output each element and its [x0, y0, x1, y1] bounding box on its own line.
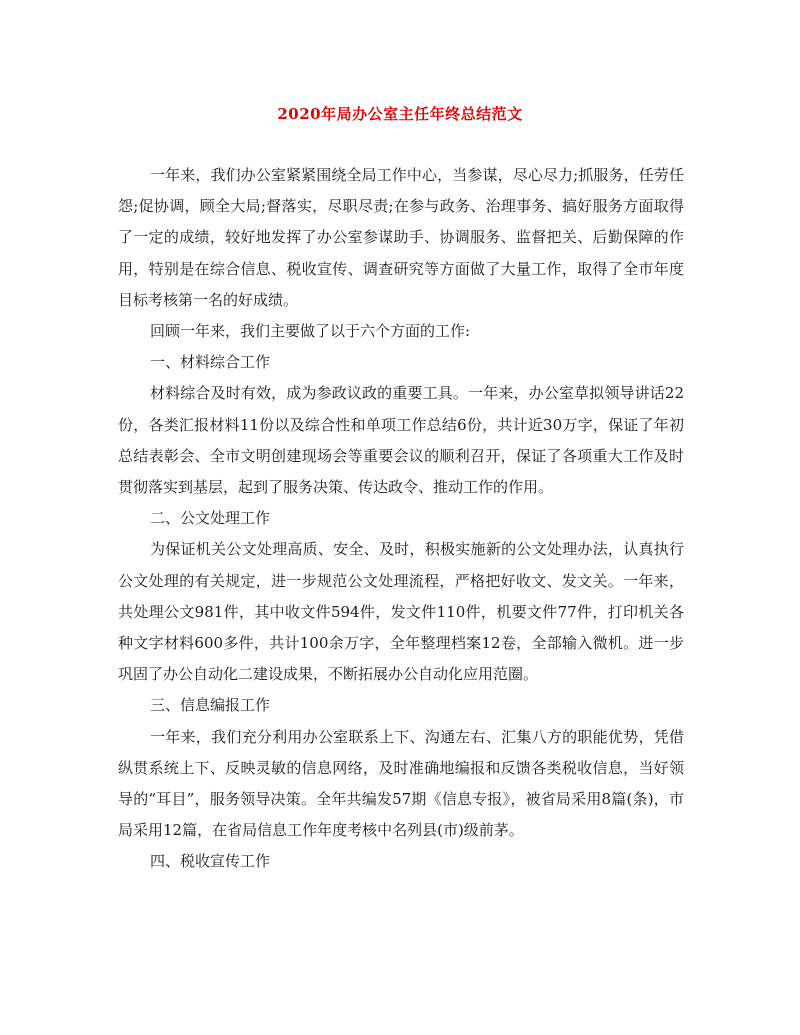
section-heading-documents: 二、公文处理工作: [150, 509, 271, 528]
document-body: [118, 160, 684, 878]
section-heading-information: 三、信息编报工作: [150, 696, 271, 715]
paragraph-materials: 材料综合及时有效，成为参政议政的重要工具。一年来，办公室草拟领导讲话22份，各类汇报材料11份以及综合性和单项工作总结6份，共计近30万字，保证了年初总结表彰会、全市文明创建现场会等重要会议的顺利召开，保证了各项重大工作及时贯彻落实到基层，起到了服务决策、传达政令、推动工作的作用。: [118, 384, 684, 497]
review-lead-line: 回顾一年来，我们主要做了以于六个方面的工作:: [150, 322, 471, 341]
paragraph-information: 一年来，我们充分利用办公室联系上下、沟通左右、汇集八方的职能优势，凭借纵贯系统上下、反映灵敏的信息网络，及时准确地编报和反馈各类税收信息，当好领导的“耳目”，服务领导决策。全年共编发57期《信息专报》，被省局采用8篇(条)，市局采用12篇，在省局信息工作年度考核中名列县(市)级前茅。: [118, 727, 684, 840]
paragraph-intro: 一年来，我们办公室紧紧围绕全局工作中心，当参谋，尽心尽力;抓服务，任劳任怨;促协调，顾全大局;督落实，尽职尽责;在参与政务、治理事务、搞好服务方面取得了一定的成绩，较好地发挥了办公室参谋助手、协调服务、监督把关、后勤保障的作用，特别是在综合信息、税收宣传、调查研究等方面做了大量工作，取得了全市年度目标考核第一名的好成绩。: [118, 166, 684, 309]
section-heading-materials: 一、材料综合工作: [150, 353, 271, 372]
page-title: 2020年局办公室主任年终总结范文: [277, 105, 523, 123]
section-heading-publicity: 四、税收宣传工作: [150, 852, 271, 871]
paragraph-documents: 为保证机关公文处理高质、安全、及时，积极实施新的公文处理办法，认真执行公文处理的有关规定，进一步规范公文处理流程，严格把好收文、发文关。一年来，共处理公文981件，其中收文件594件，发文件110件，机要文件77件，打印机关各种文字材料600多件，共计100余万字，全年整理档案12卷，全部输入微机。进一步巩固了办公自动化二建设成果，不断拓展办公自动化应用范圈。: [118, 540, 684, 684]
